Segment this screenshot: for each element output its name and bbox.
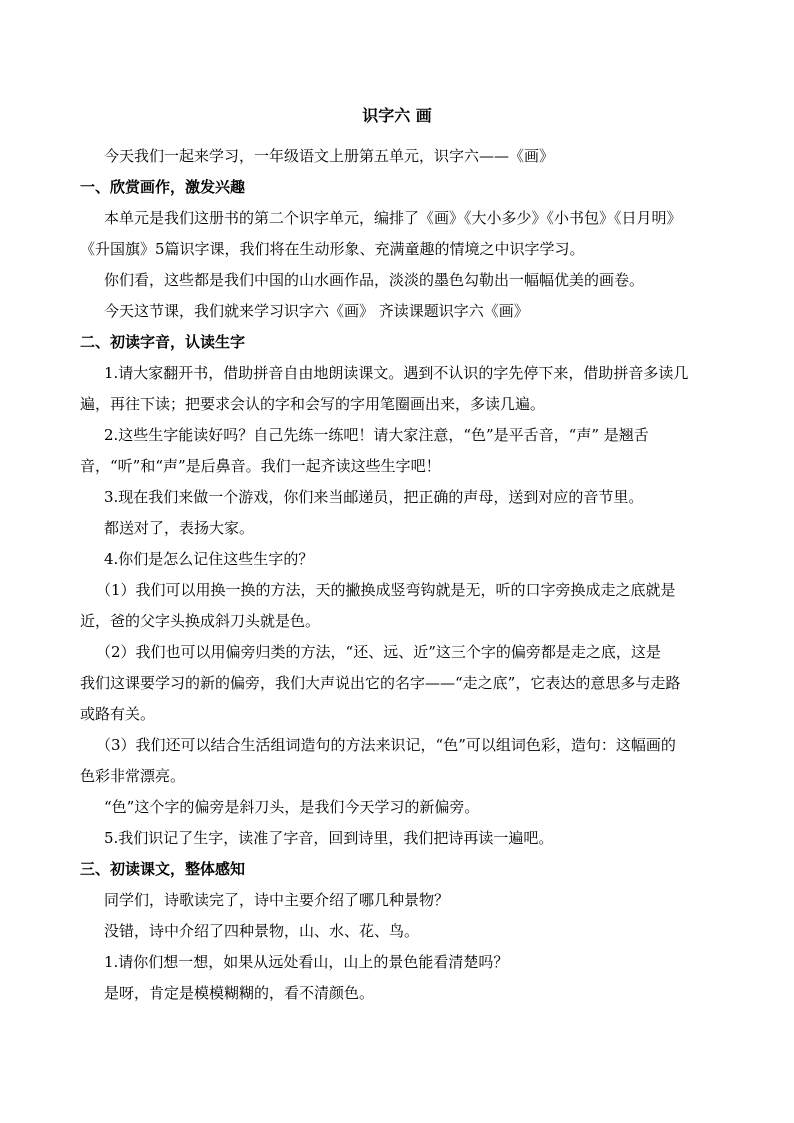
paragraph-line: 音，“听”和“声”是后鼻音。我们一起齐读这些生字吧！ (80, 457, 441, 475)
paragraph-line: “色”这个字的偏旁是斜刀头，是我们今天学习的新偏旁。 (104, 798, 480, 816)
paragraph-line: 近，爸的父字头换成斜刀头就是色。 (80, 612, 321, 630)
paragraph-line: 同学们，诗歌读完了，诗中主要介绍了哪几种景物？ (104, 891, 450, 909)
paragraph-line: 2.这些生字能读好吗？自己先练一练吧！请大家注意，“色”是平舌音，“声” 是翘舌 (104, 426, 649, 444)
section-heading-1: 一、欣赏画作，激发兴趣 (80, 178, 246, 196)
paragraph-line: 都送对了，表扬大家。 (104, 519, 255, 537)
paragraph-line: （2）我们也可以用偏旁归类的方法，“还、远、近”这三个字的偏旁都是走之底，这是 (96, 643, 661, 661)
section-heading-3: 三、初读课文，整体感知 (80, 860, 246, 878)
paragraph-line: 《升国旗》5篇识字课，我们将在生动形象、充满童趣的情境之中识字学习。 (80, 240, 585, 258)
paragraph-line: 色彩非常漂亮。 (80, 767, 186, 785)
paragraph-line: 1.请你们想一想，如果从远处看山，山上的景色能看清楚吗？ (104, 953, 509, 971)
paragraph-line: 1.请大家翻开书，借助拼音自由地朗读课文。遇到不认识的字先停下来，借助拼音多读几 (104, 364, 689, 382)
paragraph-line: 我们这课要学习的新的偏旁，我们大声说出它的名字——“走之底”，它表达的意思多与走路 (80, 674, 681, 692)
paragraph-line: 本单元是我们这册书的第二个识字单元，编排了《画》《大小多少》《小书包》《日月明》 (104, 209, 682, 227)
paragraph-line: 或路有关。 (80, 705, 156, 723)
paragraph-line: 没错，诗中介绍了四种景物，山、水、花、鸟。 (104, 922, 420, 940)
section-heading-2: 二、初读字音，认读生字 (80, 333, 246, 351)
paragraph-line: 5.我们识记了生字，读准了字音，回到诗里，我们把诗再读一遍吧。 (104, 829, 554, 847)
paragraph-line: （1）我们可以用换一换的方法，天的撇换成竖弯钩就是无，听的口字旁换成走之底就是 (96, 581, 676, 599)
paragraph-line: 4.你们是怎么记住这些生字的？ (104, 550, 314, 568)
paragraph-line: 今天这节课，我们就来学习识字六《画》 齐读课题识字六《画》 (104, 302, 529, 320)
paragraph-line: 是呀，肯定是模模糊糊的，看不清颜色。 (104, 984, 375, 1002)
intro-paragraph: 今天我们一起来学习，一年级语文上册第五单元，识字六——《画》 (104, 147, 555, 165)
paragraph-line: 遍，再往下读；把要求会认的字和会写的字用笔圈画出来，多读几遍。 (80, 395, 546, 413)
paragraph-line: 你们看，这些都是我们中国的山水画作品，淡淡的墨色勾勒出一幅幅优美的画卷。 (104, 271, 645, 289)
document-title: 识字六 画 (362, 106, 432, 125)
paragraph-line: 3.现在我们来做一个游戏，你们来当邮递员，把正确的声母，送到对应的音节里。 (104, 488, 644, 506)
paragraph-line: （3）我们还可以结合生活组词造句的方法来识记，“色”可以组词色彩，造句：这幅画的 (96, 736, 676, 754)
